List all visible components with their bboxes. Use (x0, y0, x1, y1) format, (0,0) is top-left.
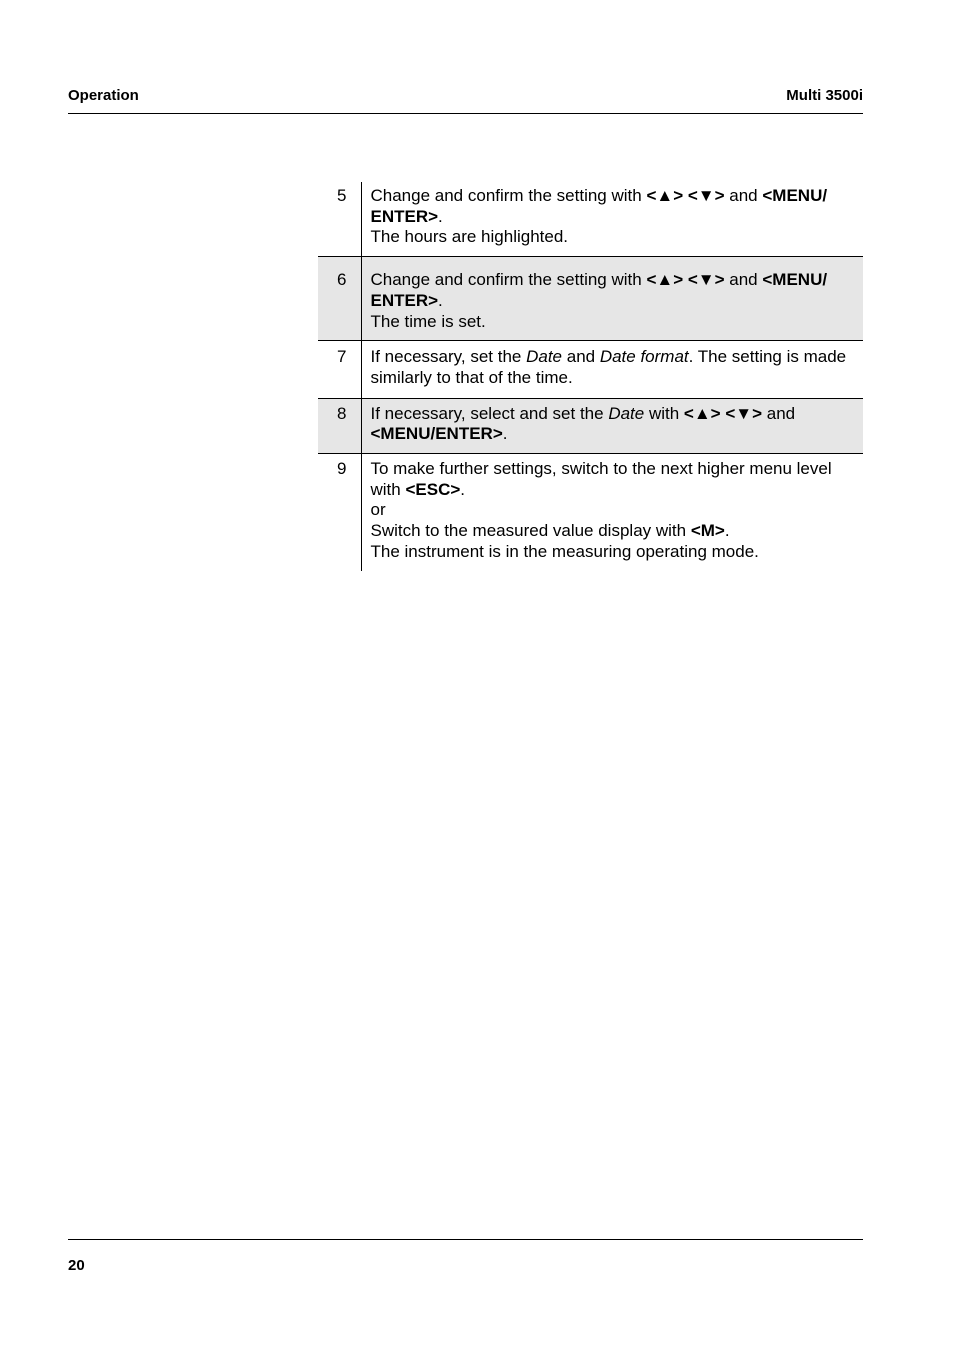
step-row (318, 341, 863, 398)
step-number: 8 (318, 398, 361, 453)
step-row (318, 182, 863, 257)
key-esc: <ESC> (405, 479, 461, 499)
step-number: 6 (318, 257, 361, 341)
step-text: To make further settings, switch to the next higher menu level with <ESC>. or Switch to the measured value display with <M>. The instrument is in the measuring operating mode. (361, 454, 863, 571)
step-instruction: Switch to the measured value display with (370, 521, 691, 541)
step-instruction: Change and confirm the setting with (370, 186, 647, 205)
key-m: <M> (690, 521, 725, 541)
header-product-name: Multi 3500i (786, 87, 863, 104)
step-instruction: Change and confirm the setting with (370, 270, 647, 290)
step-number: 5 (318, 182, 361, 257)
instruction-steps-table (318, 182, 863, 571)
step-row (318, 454, 863, 571)
key-up: <▲> (646, 186, 684, 205)
step-result: The hours are highlighted. (370, 227, 569, 247)
step-or: or (370, 500, 386, 520)
header-rule (68, 113, 863, 114)
step-instruction: If necessary, set the (370, 347, 527, 367)
step-row (318, 398, 863, 453)
key-menu-enter: <MENU/ (762, 186, 828, 205)
key-menu-enter: ENTER> (370, 206, 439, 226)
step-text: If necessary, select and set the Date with <▲> <▼> and <MENU/ENTER>. (361, 398, 863, 453)
key-menu-enter: <MENU/ (762, 270, 828, 290)
term-date-format: Date format (599, 347, 689, 367)
step-text: Change and confirm the setting with <▲> <▼> and <MENU/ ENTER>. The time is set. (361, 257, 863, 341)
key-down: <▼> (687, 186, 725, 205)
page-number: 20 (68, 1257, 85, 1274)
step-result: The time is set. (370, 311, 486, 331)
footer-rule (68, 1239, 863, 1240)
step-number: 7 (318, 341, 361, 398)
key-menu-enter: ENTER> (370, 290, 439, 310)
key-up: <▲> (683, 403, 721, 423)
header-section-title: Operation (68, 87, 139, 104)
term-date: Date (526, 347, 563, 367)
key-up: <▲> (646, 270, 684, 290)
key-down: <▼> (687, 270, 725, 290)
key-menu-enter: <MENU/ENTER> (370, 424, 503, 444)
step-text: If necessary, set the Date and Date format. The setting is made similarly to that of the time. (361, 341, 863, 398)
step-row (318, 257, 863, 341)
step-instruction: To make further settings, switch to the next higher menu level with (370, 459, 832, 499)
step-instruction: If necessary, select and set the (370, 403, 609, 423)
step-number: 9 (318, 454, 361, 571)
step-text: Change and confirm the setting with <▲> <▼> and <MENU/ ENTER>. The hours are highlighted. (370, 186, 828, 247)
key-down: <▼> (725, 403, 763, 423)
step-result: The instrument is in the measuring operating mode. (370, 541, 759, 561)
term-date: Date (608, 403, 645, 423)
